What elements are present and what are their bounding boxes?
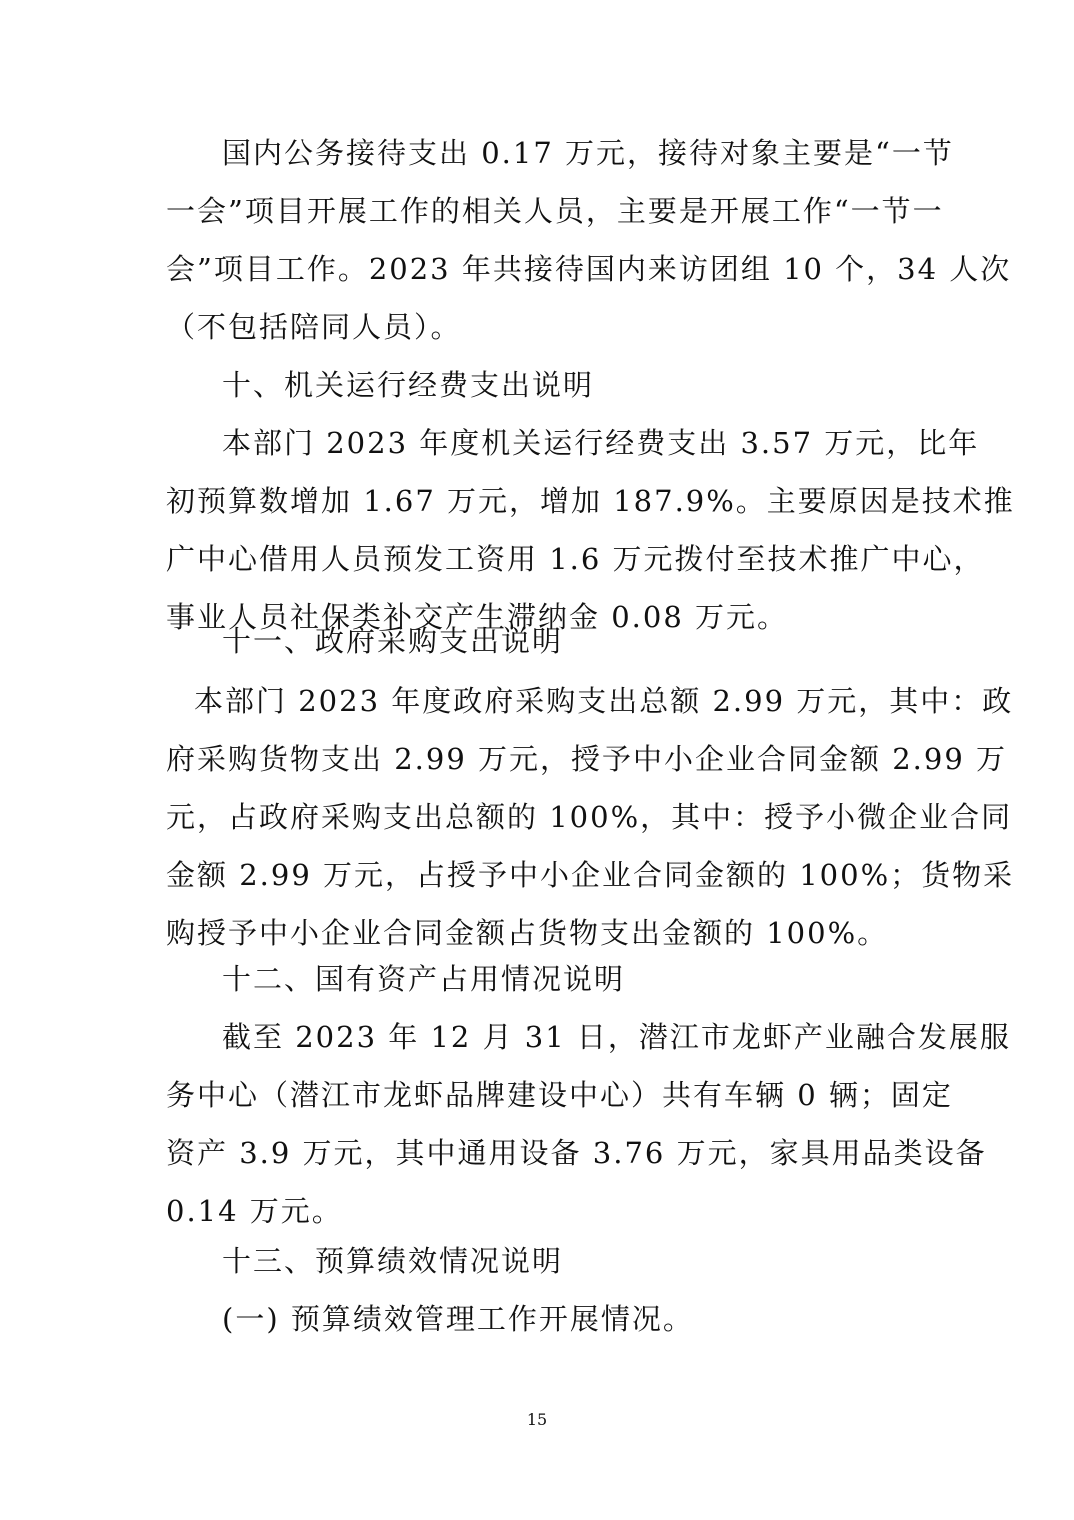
text-line: 金额 2.99 万元，占授予中小企业合同金额的 100%；货物采 [166, 858, 1015, 892]
heading-section-10: 十、机关运行经费支出说明 [222, 368, 595, 402]
heading-section-11: 十一、政府采购支出说明 [222, 624, 564, 658]
text-line: 会”项目工作。2023 年共接待国内来访团组 10 个，34 人次 [166, 252, 1012, 286]
text-line: 初预算数增加 1.67 万元，增加 187.9%。主要原因是技术推 [166, 484, 1015, 518]
text-line: 0.14 万元。 [166, 1194, 343, 1228]
heading-section-12: 十二、国有资产占用情况说明 [222, 962, 626, 996]
text-line: 府采购货物支出 2.99 万元，授予中小企业合同金额 2.99 万 [166, 742, 1008, 776]
heading-section-13: 十三、预算绩效情况说明 [222, 1244, 564, 1278]
paragraph-section-13 [166, 1290, 912, 1348]
text-line: 国内公务接待支出 0.17 万元，接待对象主要是“一节 [222, 136, 954, 170]
text-line: 本部门 2023 年度机关运行经费支出 3.57 万元，比年 [222, 426, 980, 460]
text-line: 广中心借用人员预发工资用 1.6 万元拨付至技术推广中心， [166, 542, 985, 576]
text-line: 购授予中小企业合同金额占货物支出金额的 100%。 [166, 916, 889, 950]
paragraph-reception [166, 124, 1012, 356]
text-line: 资产 3.9 万元，其中通用设备 3.76 万元，家具用品类设备 [166, 1136, 987, 1170]
paragraph-section-11 [166, 672, 1015, 962]
text-line: 务中心（潜江市龙虾品牌建设中心）共有车辆 0 辆；固定 [166, 1078, 953, 1112]
text-line: 事业人员社保类补交产生滞纳金 0.08 万元。 [166, 600, 789, 634]
page-number: 15 [526, 1410, 548, 1429]
text-line: 一会”项目开展工作的相关人员，主要是开展工作“一节一 [166, 194, 944, 228]
text-line: （不包括陪同人员）。 [166, 310, 462, 344]
text-line: 本部门 2023 年度政府采购支出总额 2.99 万元，其中：政 [194, 684, 1014, 718]
text-line: 截至 2023 年 12 月 31 日，潜江市龙虾产业融合发展服 [222, 1020, 1011, 1054]
paragraph-section-12 [166, 1008, 1011, 1240]
text-line: (一) 预算绩效管理工作开展情况。 [222, 1302, 694, 1336]
text-line: 元，占政府采购支出总额的 100%，其中：授予小微企业合同 [166, 800, 1013, 834]
